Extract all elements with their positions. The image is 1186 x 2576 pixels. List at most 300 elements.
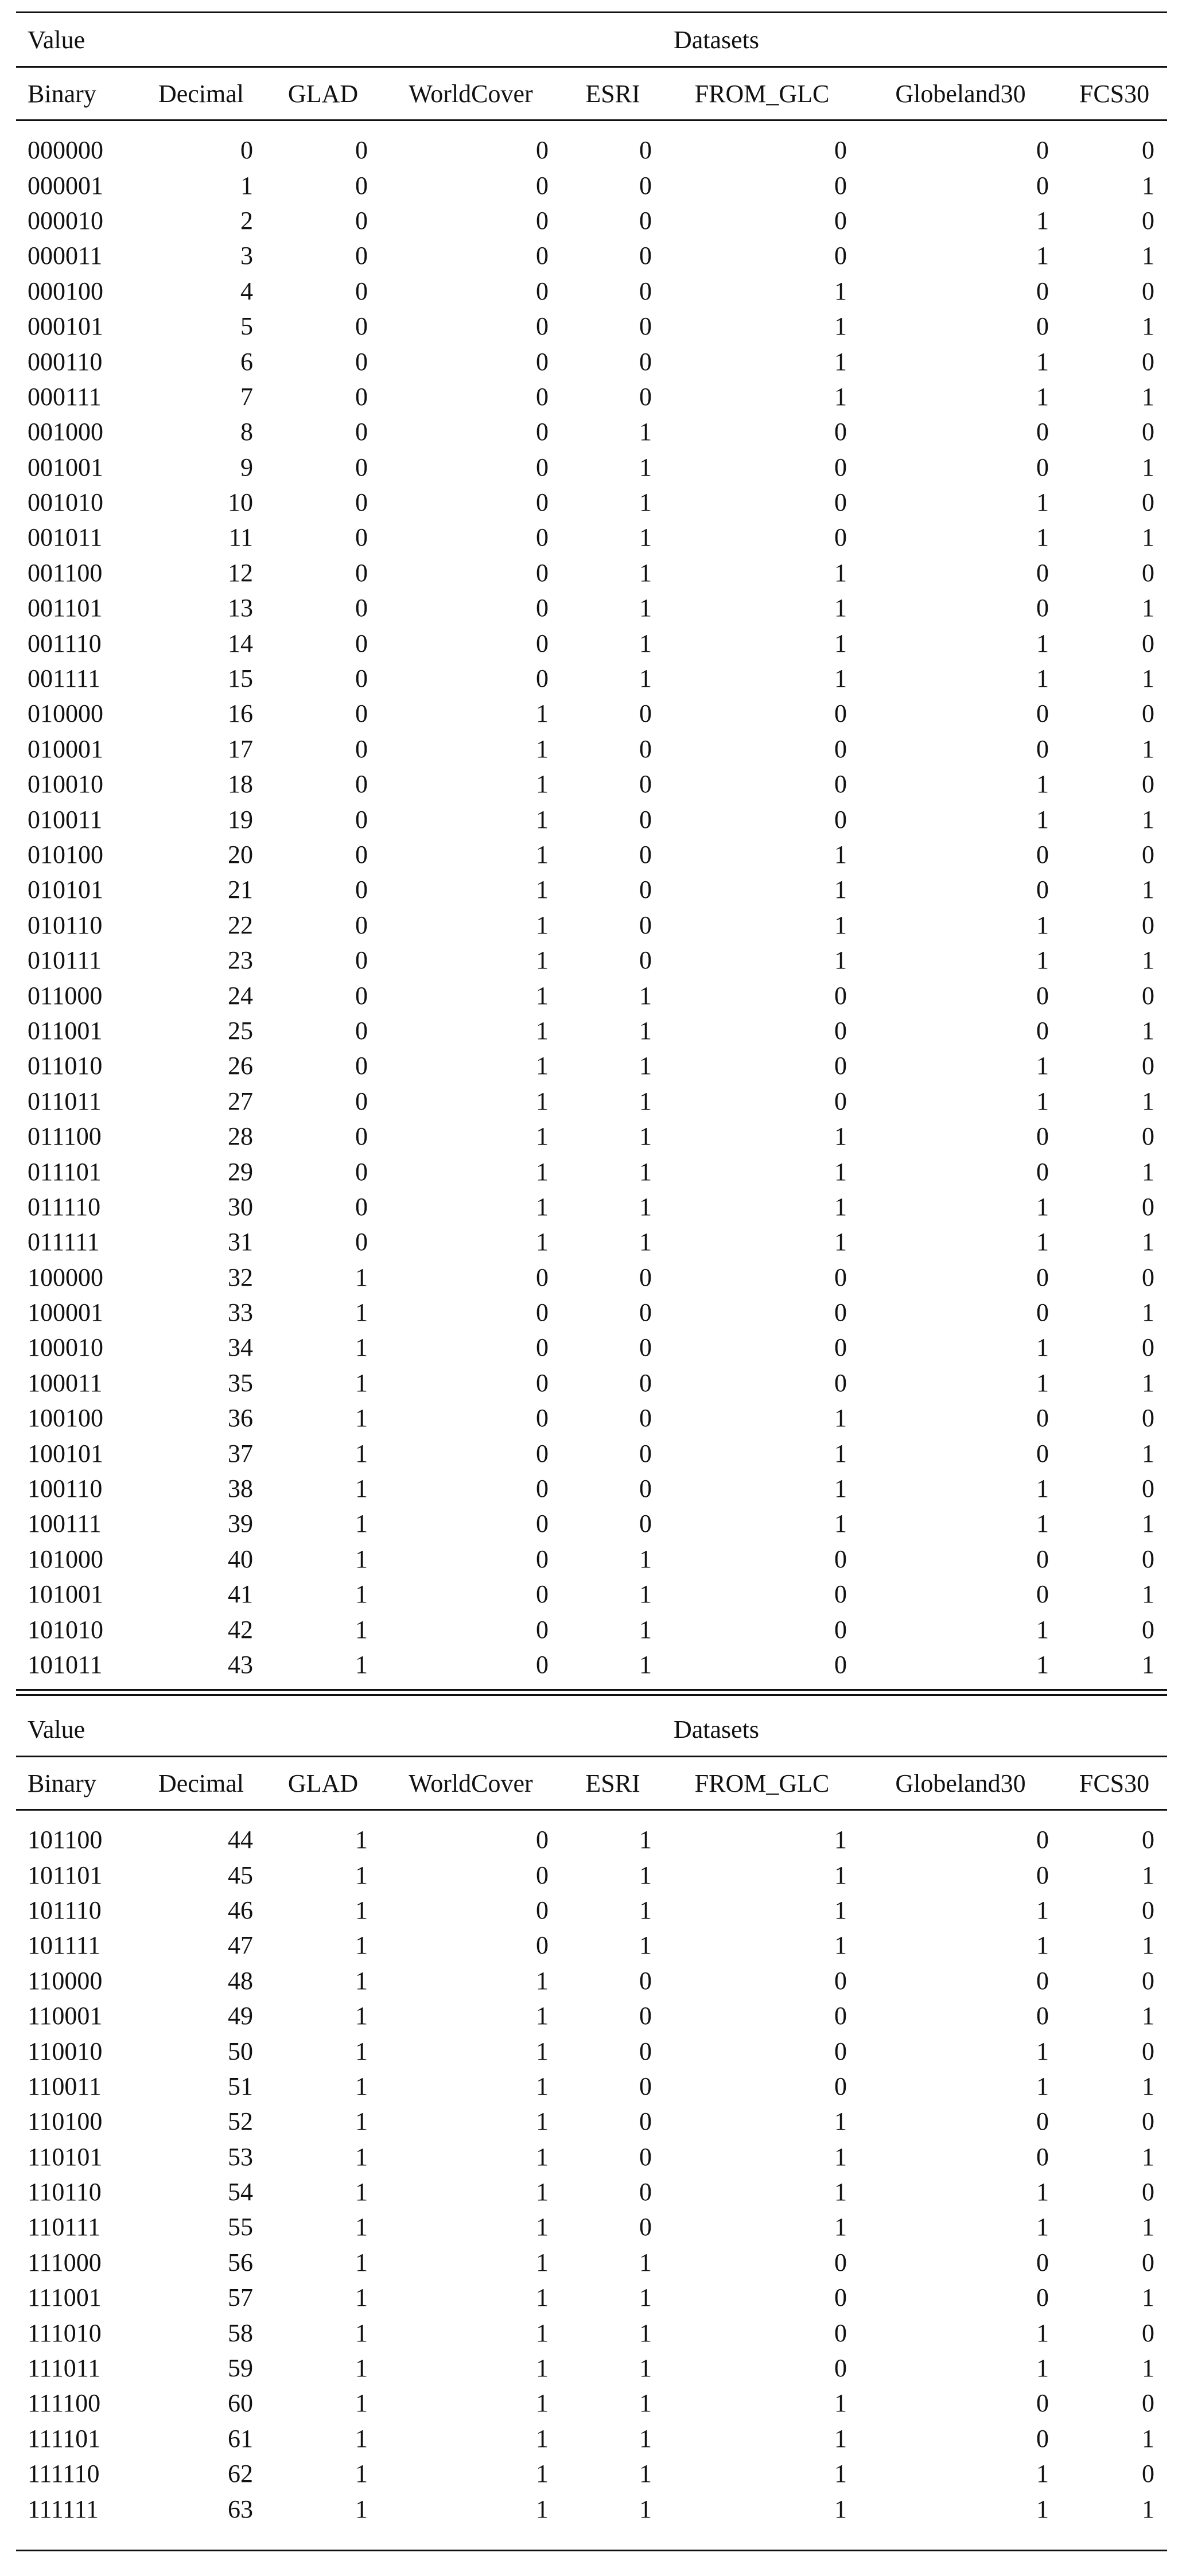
table-row bbox=[16, 696, 1167, 731]
esri-flag: 0 bbox=[639, 1404, 652, 1433]
worldcover-flag: 1 bbox=[536, 1016, 549, 1045]
worldcover-flag: 1 bbox=[536, 805, 549, 834]
glad-flag: 1 bbox=[355, 2178, 368, 2207]
binary-value: 011110 bbox=[28, 1192, 101, 1221]
worldcover-flag: 1 bbox=[536, 2213, 549, 2242]
glad-flag: 0 bbox=[355, 1192, 368, 1221]
from-glc-flag: 0 bbox=[834, 2002, 847, 2030]
globeland30-flag: 0 bbox=[1036, 171, 1049, 200]
esri-flag: 0 bbox=[639, 347, 652, 376]
globeland30-flag: 0 bbox=[1036, 1404, 1049, 1433]
from-glc-flag: 0 bbox=[834, 1052, 847, 1080]
binary-value: 000001 bbox=[28, 171, 103, 200]
fcs30-flag: 1 bbox=[1142, 594, 1154, 622]
worldcover-flag: 0 bbox=[536, 664, 549, 693]
from-glc-flag: 0 bbox=[834, 171, 847, 200]
esri-flag: 1 bbox=[639, 1192, 652, 1221]
esri-flag: 1 bbox=[639, 523, 652, 552]
from-glc-flag: 1 bbox=[834, 910, 847, 939]
worldcover-flag: 0 bbox=[536, 488, 549, 517]
column-header-row bbox=[16, 1757, 1167, 1810]
from-glc-flag: 1 bbox=[834, 2424, 847, 2453]
decimal-value: 6 bbox=[240, 347, 253, 376]
worldcover-flag: 0 bbox=[536, 418, 549, 446]
fcs30-flag: 1 bbox=[1142, 523, 1154, 552]
table-row bbox=[16, 1998, 1167, 2033]
globeland30-flag: 1 bbox=[1036, 347, 1049, 376]
decimal-value: 58 bbox=[228, 2318, 253, 2347]
from-glc-flag: 0 bbox=[834, 136, 847, 165]
table-row bbox=[16, 1810, 1167, 1858]
binary-value: 001000 bbox=[28, 418, 103, 446]
binary-value: 101100 bbox=[28, 1826, 103, 1854]
fcs30-flag: 0 bbox=[1142, 2248, 1154, 2277]
globeland30-flag: 1 bbox=[1036, 910, 1049, 939]
fcs30-flag: 0 bbox=[1142, 347, 1154, 376]
globeland30-flag: 1 bbox=[1036, 1474, 1049, 1503]
worldcover-flag: 0 bbox=[536, 1615, 549, 1644]
fcs30-flag: 1 bbox=[1142, 1228, 1154, 1256]
esri-flag: 0 bbox=[639, 2037, 652, 2065]
fcs30-flag: 0 bbox=[1142, 629, 1154, 657]
table-row bbox=[16, 1857, 1167, 1892]
globeland30-flag: 0 bbox=[1036, 2107, 1049, 2136]
globeland30-flag: 1 bbox=[1036, 805, 1049, 834]
esri-flag: 0 bbox=[639, 1509, 652, 1538]
glad-flag: 1 bbox=[355, 1615, 368, 1644]
esri-flag: 0 bbox=[639, 2213, 652, 2242]
table-row bbox=[16, 2280, 1167, 2315]
binary-value: 010011 bbox=[28, 805, 103, 834]
esri-flag: 1 bbox=[639, 1016, 652, 1045]
decimal-value: 8 bbox=[240, 418, 253, 446]
worldcover-flag: 1 bbox=[536, 1192, 549, 1221]
worldcover-flag: 1 bbox=[536, 840, 549, 869]
binary-value: 011010 bbox=[28, 1052, 103, 1080]
decimal-value: 36 bbox=[228, 1404, 253, 1433]
worldcover-flag: 1 bbox=[536, 2248, 549, 2277]
worldcover-flag: 1 bbox=[536, 1122, 549, 1151]
worldcover-flag: 0 bbox=[536, 1826, 549, 1854]
binary-code-table-part-1 bbox=[16, 11, 1167, 1682]
table-row bbox=[16, 2491, 1167, 2526]
glad-flag: 1 bbox=[355, 2142, 368, 2171]
from-glc-flag: 0 bbox=[834, 2072, 847, 2100]
esri-flag: 0 bbox=[639, 2072, 652, 2100]
table-row bbox=[16, 766, 1167, 801]
fcs30-flag: 1 bbox=[1142, 1016, 1154, 1045]
binary-value: 111111 bbox=[28, 2495, 99, 2523]
glad-flag: 0 bbox=[355, 453, 368, 481]
binary-value: 100100 bbox=[28, 1404, 103, 1433]
esri-flag: 1 bbox=[639, 2283, 652, 2312]
decimal-value: 50 bbox=[228, 2037, 253, 2065]
worldcover-flag: 1 bbox=[536, 2072, 549, 2100]
col-header-from-glc: FROM_GLC bbox=[664, 1757, 860, 1810]
globeland30-flag: 0 bbox=[1036, 1122, 1049, 1151]
globeland30-flag: 0 bbox=[1036, 1861, 1049, 1889]
from-glc-flag: 1 bbox=[834, 1826, 847, 1854]
glad-flag: 0 bbox=[355, 171, 368, 200]
table-row bbox=[16, 1365, 1167, 1400]
esri-flag: 1 bbox=[639, 1861, 652, 1889]
worldcover-flag: 0 bbox=[536, 1263, 549, 1291]
binary-value: 011111 bbox=[28, 1228, 100, 1256]
esri-flag: 0 bbox=[639, 875, 652, 904]
esri-flag: 1 bbox=[639, 453, 652, 481]
globeland30-flag: 0 bbox=[1036, 1544, 1049, 1573]
worldcover-flag: 1 bbox=[536, 770, 549, 799]
from-glc-flag: 0 bbox=[834, 1966, 847, 1995]
fcs30-flag: 1 bbox=[1142, 946, 1154, 975]
esri-flag: 0 bbox=[639, 2178, 652, 2207]
glad-flag: 1 bbox=[355, 2460, 368, 2488]
glad-flag: 0 bbox=[355, 840, 368, 869]
glad-flag: 0 bbox=[355, 770, 368, 799]
decimal-value: 51 bbox=[228, 2072, 253, 2100]
fcs30-flag: 1 bbox=[1142, 1087, 1154, 1115]
fcs30-flag: 1 bbox=[1142, 2354, 1154, 2383]
binary-value: 110100 bbox=[28, 2107, 103, 2136]
fcs30-flag: 0 bbox=[1142, 699, 1154, 728]
glad-flag: 1 bbox=[355, 1650, 368, 1679]
fcs30-flag: 1 bbox=[1142, 734, 1154, 763]
globeland30-flag: 0 bbox=[1036, 136, 1049, 165]
decimal-value: 32 bbox=[228, 1263, 253, 1291]
globeland30-flag: 1 bbox=[1036, 2037, 1049, 2065]
globeland30-flag: 0 bbox=[1036, 2002, 1049, 2030]
table-row bbox=[16, 1928, 1167, 1963]
binary-value: 111100 bbox=[28, 2389, 101, 2418]
table-row bbox=[16, 1189, 1167, 1224]
esri-flag: 1 bbox=[639, 2354, 652, 2383]
esri-flag: 0 bbox=[639, 2142, 652, 2171]
esri-flag: 1 bbox=[639, 1052, 652, 1080]
col-header-fcs30: FCS30 bbox=[1061, 67, 1167, 120]
glad-flag: 0 bbox=[355, 523, 368, 552]
fcs30-flag: 0 bbox=[1142, 840, 1154, 869]
table-row bbox=[16, 1119, 1167, 1154]
from-glc-flag: 0 bbox=[834, 805, 847, 834]
binary-value: 000111 bbox=[28, 382, 102, 411]
globeland30-flag: 0 bbox=[1036, 840, 1049, 869]
decimal-value: 28 bbox=[228, 1122, 253, 1151]
from-glc-flag: 1 bbox=[834, 1157, 847, 1186]
glad-flag: 0 bbox=[355, 136, 368, 165]
table-row bbox=[16, 344, 1167, 379]
esri-flag: 1 bbox=[639, 1087, 652, 1115]
from-glc-flag: 0 bbox=[834, 418, 847, 446]
globeland30-flag: 1 bbox=[1036, 1896, 1049, 1924]
glad-flag: 0 bbox=[355, 664, 368, 693]
worldcover-flag: 1 bbox=[536, 2354, 549, 2383]
binary-value: 011001 bbox=[28, 1016, 103, 1045]
globeland30-flag: 0 bbox=[1036, 2389, 1049, 2418]
decimal-value: 39 bbox=[228, 1509, 253, 1538]
fcs30-flag: 0 bbox=[1142, 2037, 1154, 2065]
decimal-value: 12 bbox=[228, 558, 253, 587]
from-glc-flag: 1 bbox=[834, 1474, 847, 1503]
from-glc-flag: 0 bbox=[834, 453, 847, 481]
fcs30-flag: 0 bbox=[1142, 418, 1154, 446]
decimal-value: 25 bbox=[228, 1016, 253, 1045]
fcs30-flag: 1 bbox=[1142, 2072, 1154, 2100]
decimal-value: 14 bbox=[228, 629, 253, 657]
glad-flag: 0 bbox=[355, 1122, 368, 1151]
binary-value: 111010 bbox=[28, 2318, 102, 2347]
col-header-fcs30: FCS30 bbox=[1061, 1757, 1167, 1810]
table-row bbox=[16, 2386, 1167, 2421]
glad-flag: 0 bbox=[355, 206, 368, 235]
col-header-globeland30: Globeland30 bbox=[860, 67, 1061, 120]
esri-flag: 0 bbox=[639, 206, 652, 235]
from-glc-flag: 1 bbox=[834, 946, 847, 975]
col-header-glad: GLAD bbox=[266, 67, 380, 120]
glad-flag: 1 bbox=[355, 2389, 368, 2418]
binary-value: 011101 bbox=[28, 1157, 102, 1186]
fcs30-flag: 1 bbox=[1142, 1931, 1154, 1960]
decimal-value: 47 bbox=[228, 1931, 253, 1960]
decimal-value: 38 bbox=[228, 1474, 253, 1503]
globeland30-flag: 0 bbox=[1036, 1966, 1049, 1995]
decimal-value: 22 bbox=[228, 910, 253, 939]
col-header-worldcover: WorldCover bbox=[380, 67, 561, 120]
decimal-value: 57 bbox=[228, 2283, 253, 2312]
fcs30-flag: 1 bbox=[1142, 1509, 1154, 1538]
globeland30-flag: 1 bbox=[1036, 2213, 1049, 2242]
esri-flag: 0 bbox=[639, 1333, 652, 1362]
binary-value: 101001 bbox=[28, 1580, 103, 1609]
fcs30-flag: 1 bbox=[1142, 1861, 1154, 1889]
worldcover-flag: 0 bbox=[536, 1404, 549, 1433]
glad-flag: 1 bbox=[355, 2424, 368, 2453]
table-row bbox=[16, 1400, 1167, 1435]
table-row bbox=[16, 2315, 1167, 2350]
binary-value: 100000 bbox=[28, 1263, 103, 1291]
fcs30-flag: 0 bbox=[1142, 1052, 1154, 1080]
table-row bbox=[16, 414, 1167, 449]
fcs30-flag: 1 bbox=[1142, 2283, 1154, 2312]
fcs30-flag: 0 bbox=[1142, 1122, 1154, 1151]
globeland30-flag: 0 bbox=[1036, 699, 1049, 728]
from-glc-flag: 0 bbox=[834, 1333, 847, 1362]
glad-flag: 0 bbox=[355, 418, 368, 446]
fcs30-flag: 1 bbox=[1142, 1157, 1154, 1186]
decimal-value: 5 bbox=[240, 312, 253, 341]
from-glc-flag: 1 bbox=[834, 2389, 847, 2418]
decimal-value: 1 bbox=[240, 171, 253, 200]
binary-value: 010110 bbox=[28, 910, 103, 939]
esri-flag: 0 bbox=[639, 734, 652, 763]
binary-value: 001001 bbox=[28, 453, 103, 481]
col-header-binary: Binary bbox=[16, 1757, 137, 1810]
esri-flag: 1 bbox=[639, 488, 652, 517]
esri-flag: 0 bbox=[639, 242, 652, 270]
globeland30-flag: 1 bbox=[1036, 1333, 1049, 1362]
esri-flag: 1 bbox=[639, 1122, 652, 1151]
table-row bbox=[16, 1260, 1167, 1295]
worldcover-flag: 0 bbox=[536, 594, 549, 622]
binary-value: 011011 bbox=[28, 1087, 102, 1115]
binary-value: 010111 bbox=[28, 946, 102, 975]
binary-value: 001111 bbox=[28, 664, 101, 693]
from-glc-flag: 1 bbox=[834, 347, 847, 376]
globeland30-flag: 1 bbox=[1036, 1192, 1049, 1221]
from-glc-flag: 0 bbox=[834, 770, 847, 799]
fcs30-flag: 1 bbox=[1142, 1580, 1154, 1609]
globeland30-flag: 1 bbox=[1036, 2318, 1049, 2347]
globeland30-flag: 1 bbox=[1036, 488, 1049, 517]
table-row bbox=[16, 872, 1167, 907]
decimal-value: 63 bbox=[228, 2495, 253, 2523]
table-row bbox=[16, 2245, 1167, 2280]
worldcover-flag: 1 bbox=[536, 2389, 549, 2418]
from-glc-flag: 0 bbox=[834, 1263, 847, 1291]
worldcover-flag: 0 bbox=[536, 1333, 549, 1362]
from-glc-flag: 1 bbox=[834, 840, 847, 869]
binary-value: 001010 bbox=[28, 488, 103, 517]
col-header-glad: GLAD bbox=[266, 1757, 380, 1810]
globeland30-flag: 0 bbox=[1036, 1826, 1049, 1854]
column-header-row bbox=[16, 67, 1167, 120]
table-row bbox=[16, 2033, 1167, 2068]
from-glc-flag: 1 bbox=[834, 1439, 847, 1468]
worldcover-flag: 0 bbox=[536, 1509, 549, 1538]
table-row bbox=[16, 1224, 1167, 1259]
globeland30-flag: 0 bbox=[1036, 1580, 1049, 1609]
datasets-group-label: Datasets bbox=[266, 1703, 1167, 1757]
table-row bbox=[16, 908, 1167, 943]
binary-value: 010000 bbox=[28, 699, 103, 728]
binary-value: 101000 bbox=[28, 1544, 103, 1573]
esri-flag: 0 bbox=[639, 840, 652, 869]
glad-flag: 0 bbox=[355, 1157, 368, 1186]
from-glc-flag: 1 bbox=[834, 1228, 847, 1256]
fcs30-flag: 0 bbox=[1142, 1404, 1154, 1433]
esri-flag: 0 bbox=[639, 1474, 652, 1503]
fcs30-flag: 0 bbox=[1142, 488, 1154, 517]
from-glc-flag: 1 bbox=[834, 875, 847, 904]
table-row bbox=[16, 168, 1167, 203]
from-glc-flag: 1 bbox=[834, 277, 847, 305]
fcs30-flag: 0 bbox=[1142, 136, 1154, 165]
worldcover-flag: 1 bbox=[536, 2460, 549, 2488]
glad-flag: 1 bbox=[355, 1896, 368, 1924]
worldcover-flag: 1 bbox=[536, 946, 549, 975]
fcs30-flag: 0 bbox=[1142, 1544, 1154, 1573]
col-header-worldcover: WorldCover bbox=[380, 1757, 561, 1810]
table-row bbox=[16, 590, 1167, 625]
decimal-value: 11 bbox=[228, 523, 253, 552]
decimal-value: 9 bbox=[240, 453, 253, 481]
fcs30-flag: 0 bbox=[1142, 1896, 1154, 1924]
table-row bbox=[16, 1048, 1167, 1083]
decimal-value: 40 bbox=[228, 1544, 253, 1573]
glad-flag: 1 bbox=[355, 2283, 368, 2312]
table-row bbox=[16, 450, 1167, 485]
fcs30-flag: 0 bbox=[1142, 1192, 1154, 1221]
decimal-value: 45 bbox=[228, 1861, 253, 1889]
decimal-value: 35 bbox=[228, 1368, 253, 1397]
worldcover-flag: 1 bbox=[536, 2107, 549, 2136]
from-glc-flag: 1 bbox=[834, 558, 847, 587]
binary-value: 000110 bbox=[28, 347, 103, 376]
value-group-label: Value bbox=[16, 1703, 266, 1757]
binary-value: 101011 bbox=[28, 1650, 103, 1679]
esri-flag: 0 bbox=[639, 770, 652, 799]
binary-value: 000101 bbox=[28, 312, 103, 341]
fcs30-flag: 1 bbox=[1142, 1298, 1154, 1327]
table-row bbox=[16, 1084, 1167, 1119]
binary-value: 000000 bbox=[28, 136, 103, 165]
from-glc-flag: 0 bbox=[834, 2354, 847, 2383]
glad-flag: 1 bbox=[355, 1826, 368, 1854]
table-row bbox=[16, 837, 1167, 872]
table-row bbox=[16, 1435, 1167, 1470]
glad-flag: 1 bbox=[355, 1333, 368, 1362]
from-glc-flag: 1 bbox=[834, 1861, 847, 1889]
glad-flag: 0 bbox=[355, 699, 368, 728]
worldcover-flag: 1 bbox=[536, 1228, 549, 1256]
globeland30-flag: 1 bbox=[1036, 242, 1049, 270]
globeland30-flag: 0 bbox=[1036, 453, 1049, 481]
worldcover-flag: 1 bbox=[536, 2424, 549, 2453]
from-glc-flag: 0 bbox=[834, 1087, 847, 1115]
from-glc-flag: 0 bbox=[834, 523, 847, 552]
worldcover-flag: 0 bbox=[536, 1439, 549, 1468]
fcs30-flag: 1 bbox=[1142, 2424, 1154, 2453]
decimal-value: 24 bbox=[228, 981, 253, 1010]
globeland30-flag: 1 bbox=[1036, 629, 1049, 657]
globeland30-flag: 0 bbox=[1036, 2424, 1049, 2453]
binary-value: 101110 bbox=[28, 1896, 102, 1924]
table-row bbox=[16, 2456, 1167, 2491]
fcs30-flag: 0 bbox=[1142, 1333, 1154, 1362]
globeland30-flag: 0 bbox=[1036, 1016, 1049, 1045]
glad-flag: 1 bbox=[355, 1474, 368, 1503]
table-row bbox=[16, 2069, 1167, 2104]
glad-flag: 0 bbox=[355, 1087, 368, 1115]
worldcover-flag: 0 bbox=[536, 1896, 549, 1924]
table-row bbox=[16, 555, 1167, 590]
binary-value: 110000 bbox=[28, 1966, 103, 1995]
esri-flag: 1 bbox=[639, 664, 652, 693]
glad-flag: 0 bbox=[355, 910, 368, 939]
table-row bbox=[16, 485, 1167, 520]
from-glc-flag: 1 bbox=[834, 1122, 847, 1151]
decimal-value: 4 bbox=[240, 277, 253, 305]
globeland30-flag: 0 bbox=[1036, 2142, 1049, 2171]
decimal-value: 21 bbox=[228, 875, 253, 904]
fcs30-flag: 0 bbox=[1142, 1263, 1154, 1291]
globeland30-flag: 1 bbox=[1036, 2354, 1049, 2383]
decimal-value: 34 bbox=[228, 1333, 253, 1362]
from-glc-flag: 1 bbox=[834, 2495, 847, 2523]
globeland30-flag: 1 bbox=[1036, 2178, 1049, 2207]
globeland30-flag: 0 bbox=[1036, 594, 1049, 622]
worldcover-flag: 0 bbox=[536, 242, 549, 270]
globeland30-flag: 0 bbox=[1036, 1157, 1049, 1186]
esri-flag: 0 bbox=[639, 699, 652, 728]
glad-flag: 1 bbox=[355, 2002, 368, 2030]
glad-flag: 0 bbox=[355, 734, 368, 763]
binary-value: 001100 bbox=[28, 558, 103, 587]
binary-value: 011000 bbox=[28, 981, 103, 1010]
decimal-value: 33 bbox=[228, 1298, 253, 1327]
fcs30-flag: 0 bbox=[1142, 206, 1154, 235]
globeland30-flag: 1 bbox=[1036, 523, 1049, 552]
fcs30-flag: 0 bbox=[1142, 2460, 1154, 2488]
